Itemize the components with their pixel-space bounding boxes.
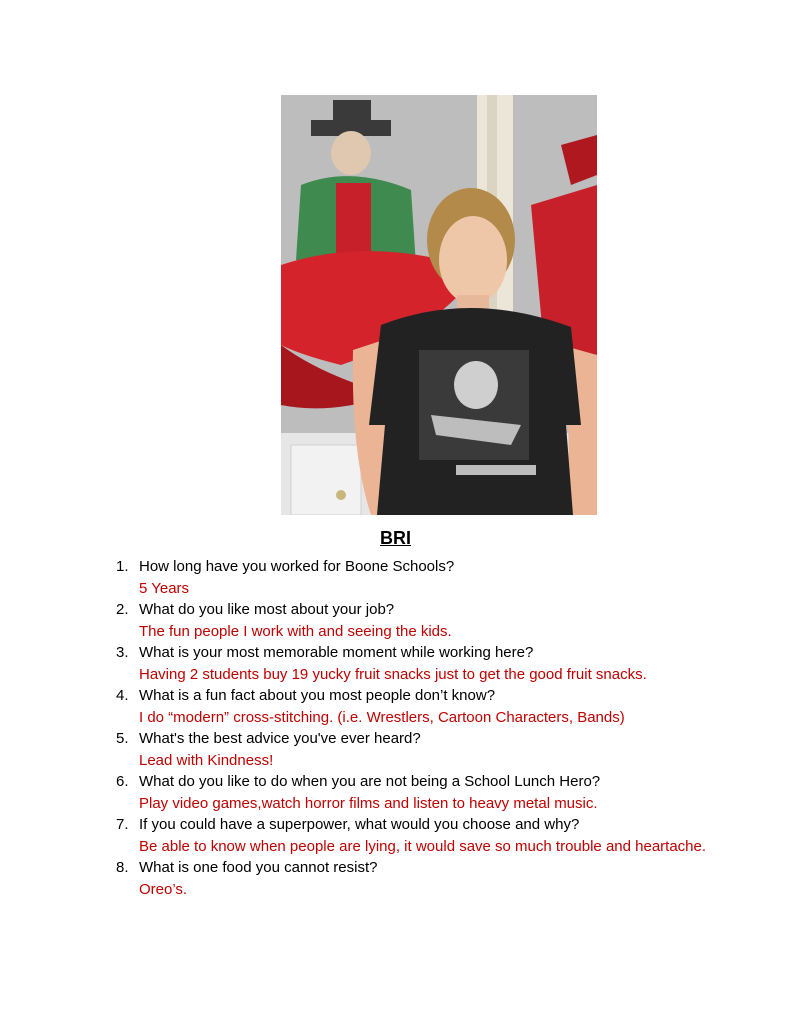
answer-text: Play video games,watch horror films and listen to heavy metal music. xyxy=(139,794,598,812)
answer-text: The fun people I work with and seeing the kids. xyxy=(139,622,452,640)
question-text: What is one food you cannot resist? xyxy=(139,859,378,876)
item-number: 1. xyxy=(116,558,129,575)
list-item xyxy=(110,599,710,642)
answer-text: Be able to know when people are lying, it would save so much trouble and heartache. xyxy=(139,837,707,855)
answer-text: I do “modern” cross-stitching. (i.e. Wrestlers, Cartoon Characters, Bands) xyxy=(139,708,625,726)
answer-text: 5 Years xyxy=(139,579,190,597)
list-item xyxy=(110,728,710,771)
question-text: How long have you worked for Boone Schools? xyxy=(139,558,455,575)
list-item xyxy=(110,642,710,685)
staff-photo xyxy=(281,95,597,515)
question-text: What is a fun fact about you most people don’t know? xyxy=(139,687,496,704)
item-number: 6. xyxy=(116,773,129,790)
list-item xyxy=(110,771,710,814)
question-text: What do you like to do when you are not being a School Lunch Hero? xyxy=(139,773,601,790)
item-number: 3. xyxy=(116,644,129,661)
item-number: 2. xyxy=(116,601,129,618)
question-text: What is your most memorable moment while working here? xyxy=(139,644,534,661)
list-item xyxy=(110,814,710,857)
question-list xyxy=(110,556,710,900)
answer-text: Oreo’s. xyxy=(139,880,188,898)
staff-name: BRI xyxy=(380,528,411,548)
item-number: 7. xyxy=(116,816,129,833)
list-item xyxy=(110,556,710,599)
answer-text: Having 2 students buy 19 yucky fruit snacks just to get the good fruit snacks. xyxy=(139,665,647,683)
item-number: 8. xyxy=(116,859,129,876)
answer-text: Lead with Kindness! xyxy=(139,751,274,769)
question-text: If you could have a superpower, what would you choose and why? xyxy=(139,816,580,833)
item-number: 5. xyxy=(116,730,129,747)
question-text: What do you like most about your job? xyxy=(139,601,395,618)
question-text: What's the best advice you've ever heard? xyxy=(139,730,421,747)
list-item xyxy=(110,857,710,900)
list-item xyxy=(110,685,710,728)
item-number: 4. xyxy=(116,687,129,704)
